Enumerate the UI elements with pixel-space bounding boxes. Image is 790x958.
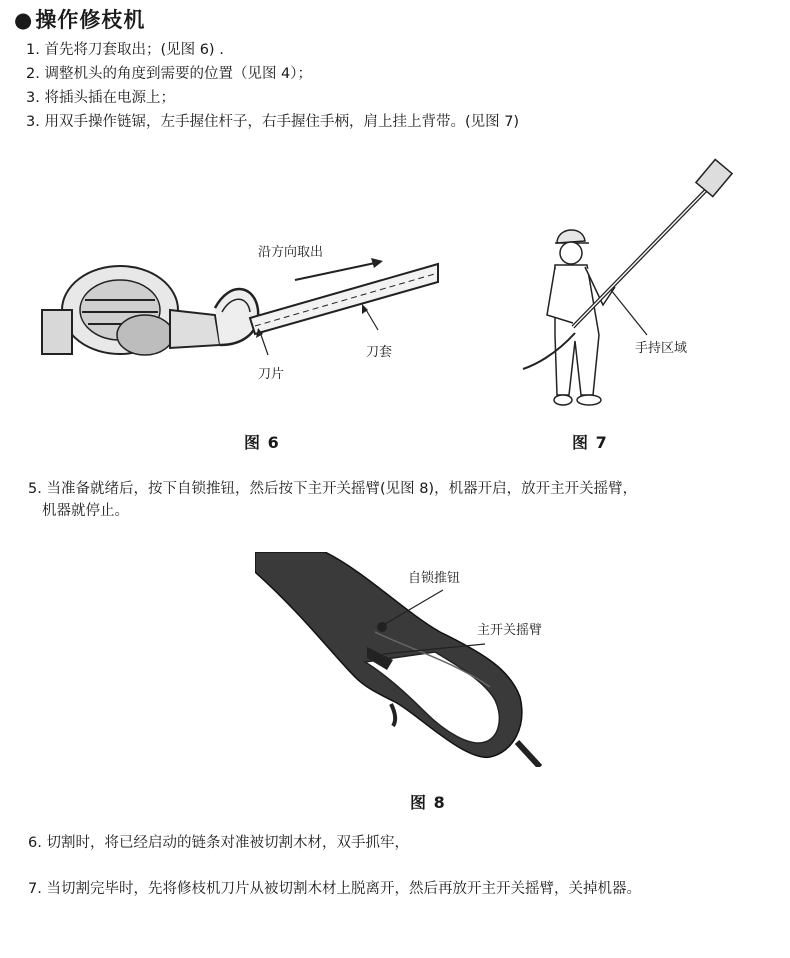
- section-title: [14, 4, 145, 34]
- figure-7-illustration: [515, 155, 755, 415]
- figure-6-illustration: [40, 230, 450, 390]
- handle-body: [255, 552, 543, 767]
- trimmer-blade-sheath: [250, 264, 438, 334]
- step-7: 7. 当切割完毕时，先将修枝机刀片从被切割木材上脱离开，然后再放开主开关摇臂，关掉机器。: [28, 881, 641, 897]
- step-item: 3. 用双手操作链锯，左手握住杆子，右手握住手柄，肩上挂上背带。(见图 7): [26, 114, 520, 130]
- label-main-switch: 主开关摇臂: [477, 623, 543, 638]
- title-text: 操作修枝机: [35, 8, 146, 32]
- step-5-line-1: 5. 当准备就绪后，按下自锁推钮，然后按下主开关摇臂(见图 8)，机器开启，放开主开关摇臂，: [28, 481, 638, 497]
- label-blade: 刀片: [258, 367, 285, 382]
- label-pull-direction: 沿方向取出: [258, 245, 324, 260]
- pull-direction-arrow: [295, 258, 383, 280]
- figure-7-caption: 图 7: [572, 433, 608, 452]
- step-item: 2. 调整机头的角度到需要的位置（见图 4）；: [26, 66, 313, 82]
- step-6: 6. 切割时，将已经启动的链条对准被切割木材，双手抓牢，: [28, 835, 409, 851]
- title-bullet: ●: [14, 8, 34, 32]
- step-5-line-2: 机器就停止。: [42, 503, 129, 519]
- label-lock-button: 自锁推钮: [408, 571, 461, 586]
- figure-8-caption: 图 8: [410, 793, 446, 812]
- step-list: [26, 38, 519, 134]
- step-item: 1. 首先将刀套取出；(见图 6) .: [26, 42, 224, 58]
- label-sheath: 刀套: [366, 345, 393, 360]
- figure-6-caption: 图 6: [244, 433, 280, 452]
- trimmer-motor-housing: [42, 266, 258, 355]
- step-item: 3. 将插头插在电源上；: [26, 90, 175, 106]
- figure-8-illustration: [255, 552, 575, 767]
- label-grip-area: 手持区域: [635, 341, 688, 356]
